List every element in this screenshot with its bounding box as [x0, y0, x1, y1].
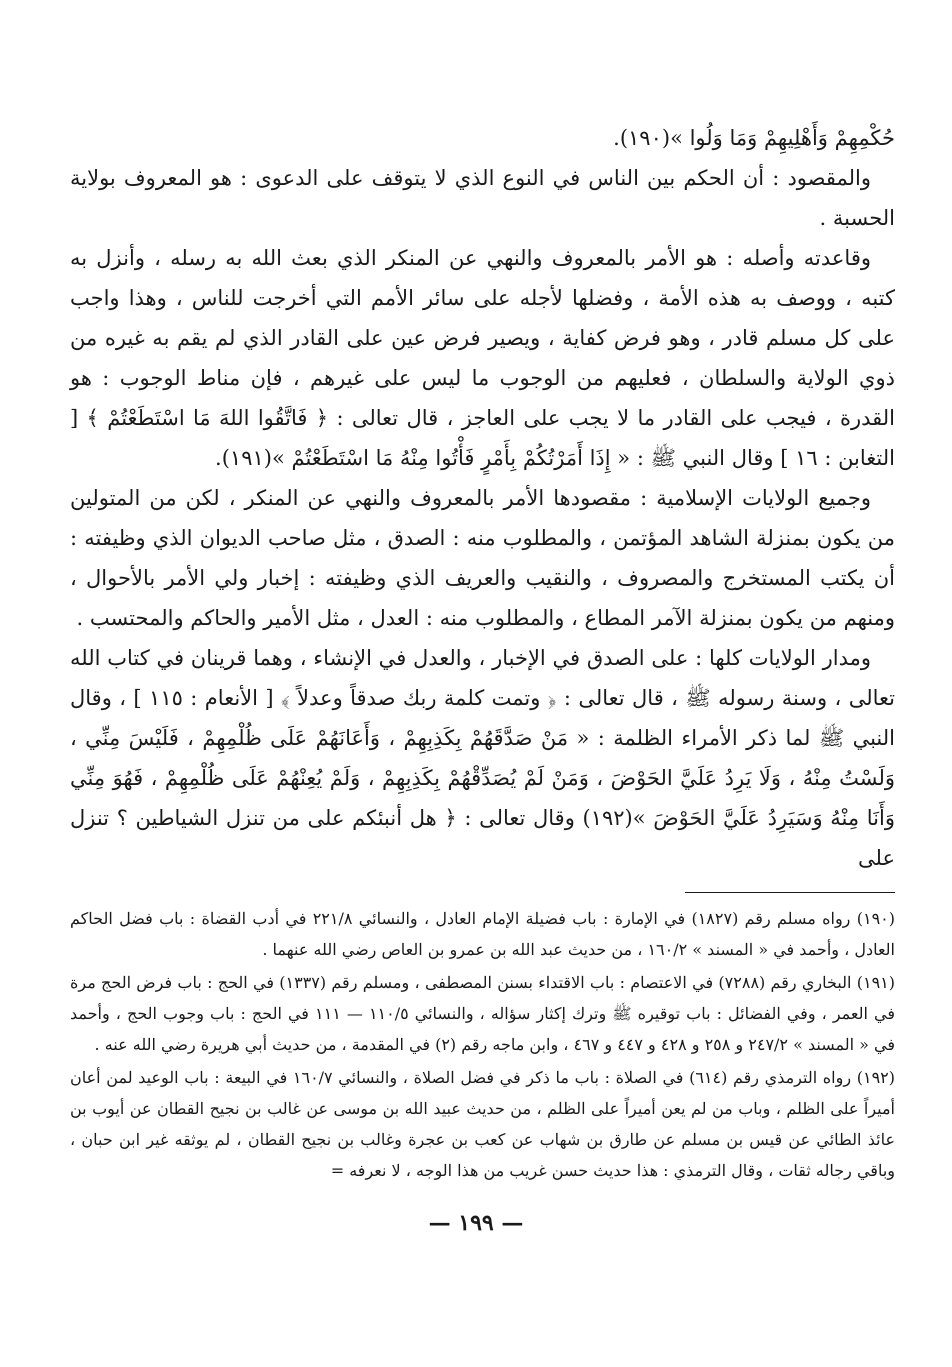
- footnotes: [70, 903, 895, 1186]
- footnote-190: (١٩٠) رواه مسلم رقم (١٨٢٧) في الإمارة : باب فضيلة الإمام العادل ، والنسائي ٢٢١/٨ في أدب القضاة : باب فضل الحاكم العادل ، وأحمد في « المسند » ١٦٠/٢ ، من حديث عبد الله بن عمرو بن العاص رضي الله عنهما .: [70, 909, 896, 959]
- page-content: [70, 118, 895, 1188]
- paragraph-principle: وقاعدته وأصله : هو الأمر بالمعروف والنهي عن المنكر الذي بعث الله به رسله ، وأنزل به كتبه ، ووصف به هذه الأمة ، وفضلها لأجله على سائر الأمم التي أخرجت للناس ، وهذا واجب على كل مسلم قادر ، وهو فرض كفاية ، ويصير فرض عين على القادر الذي لم يقم به غيره من ذوي الولاية والسلطان ، فعليهم من الوجوب ما ليس على غيرهم ، فإن مناط الوجوب : هو القدرة ، فيجب على القادر ما لا يجب على العاجز ، قال تعالى : ﴿ فَاتَّقُوا اللهَ مَا اسْتَطَعْتُمْ ﴾ [ التغابن : ١٦ ] وقال النبي ﷺ : « إِذَا أَمَرْتُكُمْ بِأَمْرٍ فَأْتُوا مِنْهُ مَا اسْتَطَعْتُمْ »(١٩١).: [70, 246, 895, 470]
- paragraph-offices: وجميع الولايات الإسلامية : مقصودها الأمر بالمعروف والنهي عن المنكر ، لكن من المتولين من يكون بمنزلة الشاهد المؤتمن ، والمطلوب منه : الصدق ، مثل صاحب الديوان الذي وظيفته : أن يكتب المستخرج والمصروف ، والنقيب والعريف الذي وظيفته : إخبار ولي الأمر بالأحوال ، ومنهم من يكون بمنزلة الآمر المطاع ، والمطلوب منه : العدل ، مثل الأمير والحاكم والمحتسب .: [70, 486, 895, 630]
- paragraph-continuation: حُكْمِهِمْ وَأَهْلِيهِمْ وَمَا وَلُوا »(١٩٠).: [613, 126, 895, 150]
- footnote-192: (١٩٢) رواه الترمذي رقم (٦١٤) في الصلاة : باب ما ذكر في فضل الصلاة ، والنسائي ١٦٠/٧ في البيعة : باب الوعيد لمن أعان أميراً على الظلم ، وباب من لم يعن أميراً على الظلم ، من حديث عبيد الله بن موسى عن غالب بن نجيح القطان عن أيوب بن عائذ الطائي عن قيس بن مسلم عن طارق بن شهاب عن كعب بن عجرة وغالب بن نجيح القطان ، لم يوثقه غير ابن حبان ، وباقي رجاله ثقات ، وقال الترمذي : هذا حديث حسن غريب من هذا الوجه ، لا نعرفه =: [70, 1068, 896, 1180]
- paragraph-hisba: والمقصود : أن الحكم بين الناس في النوع الذي لا يتوقف على الدعوى : هو المعروف بولاية الحسبة .: [70, 166, 895, 230]
- main-text: [70, 118, 895, 878]
- footnote-separator: [685, 892, 895, 893]
- paragraph-truth-justice: ومدار الولايات كلها : على الصدق في الإخبار ، والعدل في الإنشاء ، وهما قرينان في كتاب الله تعالى ، وسنة رسوله ﷺ ، قال تعالى : ﴿ وتمت كلمة ربك صدقاً وعدلاً ﴾ [ الأنعام : ١١٥ ] ، وقال النبي ﷺ لما ذكر الأمراء الظلمة : « مَنْ صَدَّقَهُمْ بِكَذِبِهِمْ ، وَأَعَانَهُمْ عَلَى ظُلْمِهِمْ ، فَلَيْسَ مِنِّي ، وَلَسْتُ مِنْهُ ، وَلَا يَرِدُ عَلَيَّ الحَوْضَ ، وَمَنْ لَمْ يُصَدِّقْهُمْ بِكَذِبِهِمْ ، وَلَمْ يُعِنْهُمْ عَلَى ظُلْمِهِمْ ، فَهُوَ مِنِّي وَأَنَا مِنْهُ وَسَيَرِدُ عَلَيَّ الحَوْضَ »(١٩٢) وقال تعالى : ﴿ هل أنبئكم على من تنزل الشياطين ؟ تنزل على: [70, 646, 895, 870]
- footnote-191: (١٩١) البخاري رقم (٧٢٨٨) في الاعتصام : باب الاقتداء بسنن المصطفى ، ومسلم رقم (١٣٣٧) في الحج : باب فرض الحج مرة في العمر ، وفي الفضائل : باب توقيره ﷺ وترك إكثار سؤاله ، والنسائي ١١٠/٥ — ١١١ في الحج : باب وجوب الحج ، وأحمد في « المسند » ٢٤٧/٢ و ٢٥٨ و ٤٢٨ و ٤٤٧ و ٤٦٧ ، وابن ماجه رقم (٢) في المقدمة ، من حديث أبي هريرة رضي الله عنه .: [70, 973, 896, 1054]
- page-number: — ١٩٩ —: [428, 1210, 524, 1236]
